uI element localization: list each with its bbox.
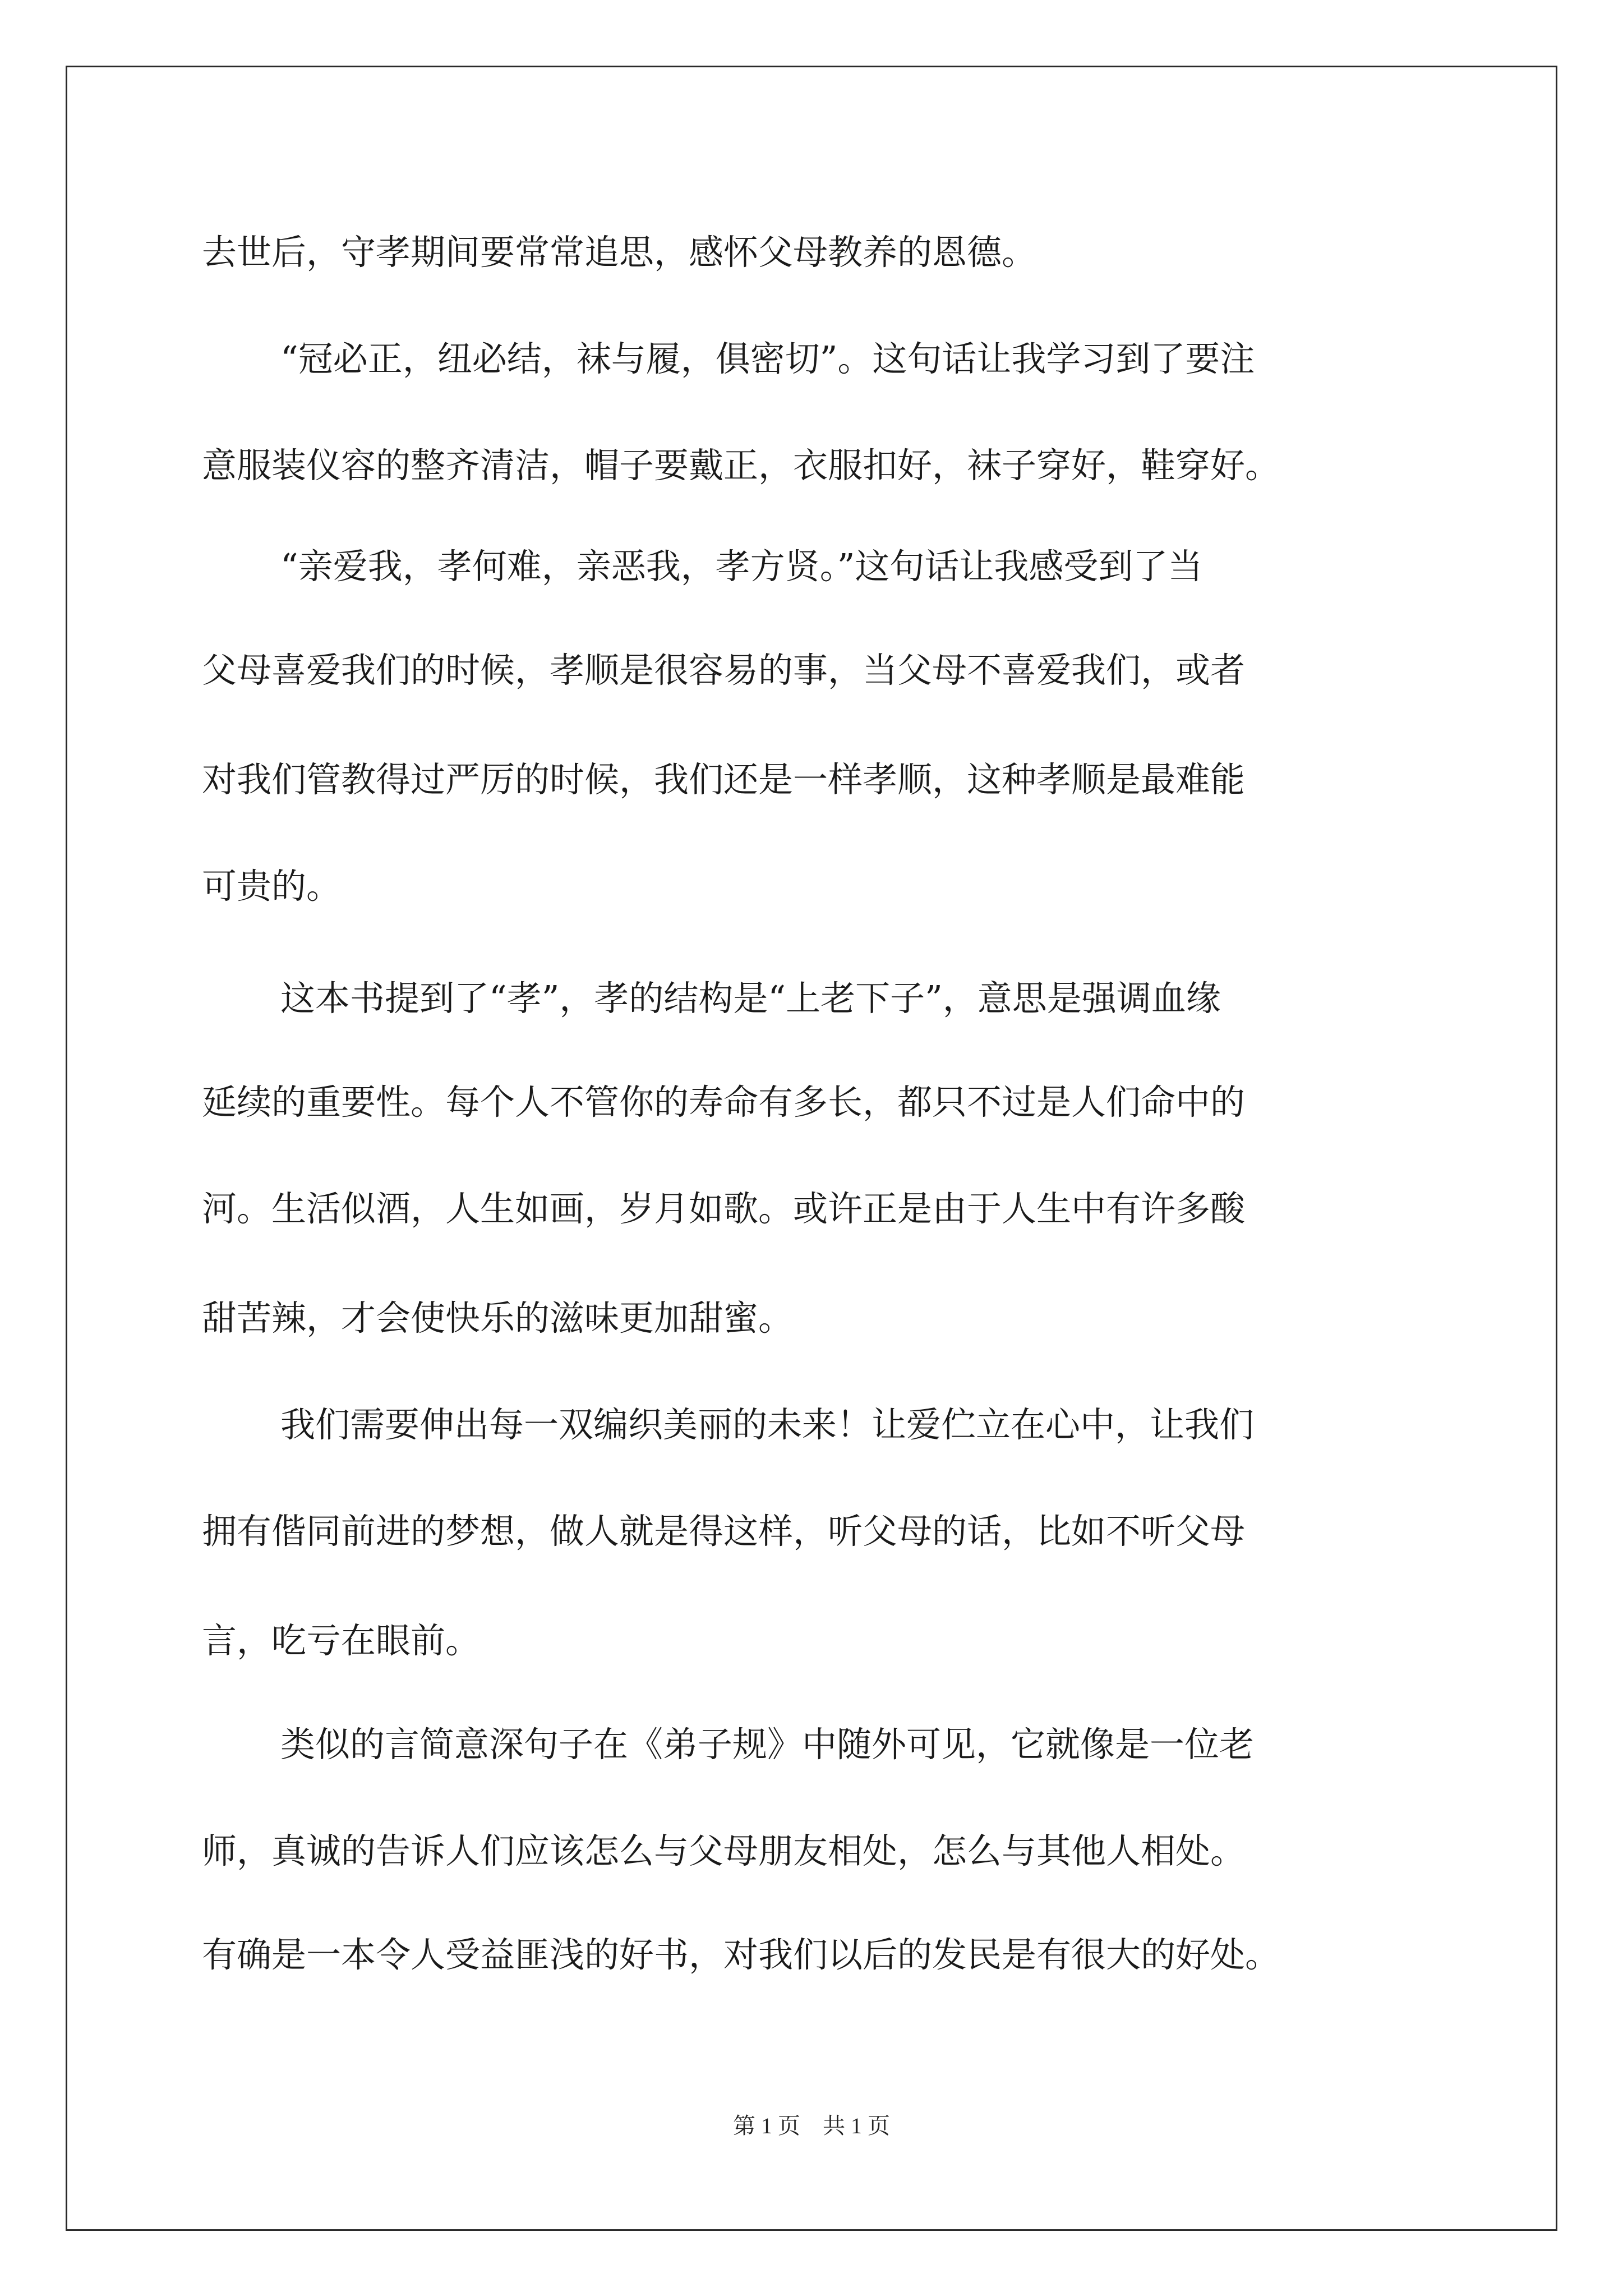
- text-line: 有确是一本令人受益匪浅的好书，对我们以后的发民是有很大的好处。: [202, 1934, 1280, 1975]
- text-line: 甜苦辣，才会使快乐的滋味更加甜蜜。: [202, 1297, 794, 1338]
- text-line: 意服装仪容的整齐清洁，帽子要戴正，衣服扣好，袜子穿好，鞋穿好。: [202, 445, 1280, 486]
- text-line: 师，真诚的告诉人们应该怎么与父母朋友相处，怎么与其他人相处。: [202, 1830, 1246, 1871]
- text-line: 河。生活似酒，人生如画，岁月如歌。或许正是由于人生中有许多酸: [202, 1188, 1246, 1229]
- page-border: [66, 66, 1557, 2231]
- text-line: “亲爱我，孝何难，亲恶我，孝方贤。”这句话让我感受到了当: [280, 546, 1203, 587]
- text-line: 这本书提到了“孝”，孝的结构是“上老下子”，意思是强调血缘: [280, 978, 1221, 1019]
- text-line: 言，吃亏在眼前。: [202, 1620, 481, 1661]
- page-footer: [0, 2112, 1623, 2140]
- text-line: 去世后，守孝期间要常常追思，感怀父母教养的恩德。: [202, 232, 1037, 273]
- text-line: “冠必正，纽必结，袜与履，俱密切”。这句话让我学习到了要注: [280, 338, 1255, 379]
- text-line: 延续的重要性。每个人不管你的寿命有多长，都只不过是人们命中的: [202, 1082, 1246, 1122]
- page-number-label: 第 1 页 共 1 页: [733, 2113, 890, 2138]
- text-line: 可贵的。: [202, 866, 342, 907]
- text-line: 父母喜爱我们的时候，孝顺是很容易的事，当父母不喜爱我们，或者: [202, 650, 1246, 691]
- text-line: 类似的言简意深句子在《弟子规》中随外可见，它就像是一位老: [280, 1724, 1255, 1765]
- text-line: 我们需要伸出每一双编织美丽的未来！让爱伫立在心中，让我们: [280, 1404, 1255, 1445]
- text-line: 拥有偕同前进的梦想，做人就是得这样，听父母的话，比如不听父母: [202, 1511, 1246, 1552]
- text-line: 对我们管教得过严厉的时候，我们还是一样孝顺，这种孝顺是最难能: [202, 759, 1246, 800]
